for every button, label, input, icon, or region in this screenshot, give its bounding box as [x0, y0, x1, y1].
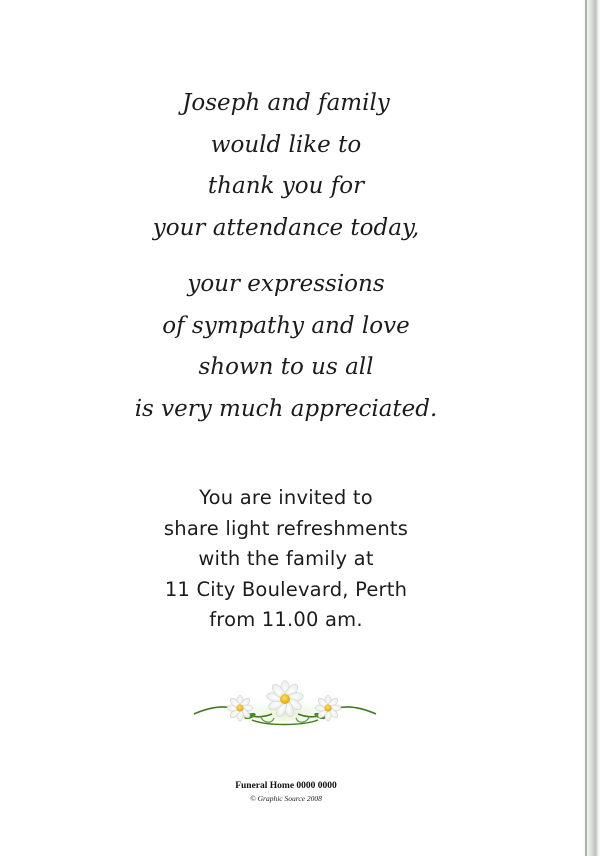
daisy-flowers-icon — [192, 672, 378, 732]
sympathy-message — [0, 264, 572, 430]
invitation-line: from 11.00 am. — [209, 608, 363, 631]
thank-line: would like to — [210, 131, 362, 158]
invitation-line: share light refreshments — [163, 516, 409, 540]
thank-line: Joseph and family — [182, 90, 390, 116]
sympathy-line: of sympathy and love — [162, 312, 410, 339]
refreshments-invitation — [0, 483, 572, 636]
funeral-home-contact: Funeral Home 0000 0000 — [235, 781, 337, 791]
sympathy-line: your expressions — [187, 271, 385, 297]
thank-line: thank you for — [207, 173, 365, 199]
sympathy-line: is very much appreciated. — [134, 395, 438, 422]
copyright-notice: © Graphic Source 2008 — [250, 794, 322, 803]
thank-you-message — [0, 83, 572, 249]
invitation-line: with the family at — [198, 547, 374, 570]
thank-line: your attendance today, — [152, 214, 420, 241]
invitation-line: You are invited to — [199, 486, 373, 509]
invitation-line: 11 City Boulevard, Perth — [164, 577, 408, 601]
sympathy-line: shown to us all — [198, 354, 374, 380]
page-edge-line — [585, 0, 587, 856]
